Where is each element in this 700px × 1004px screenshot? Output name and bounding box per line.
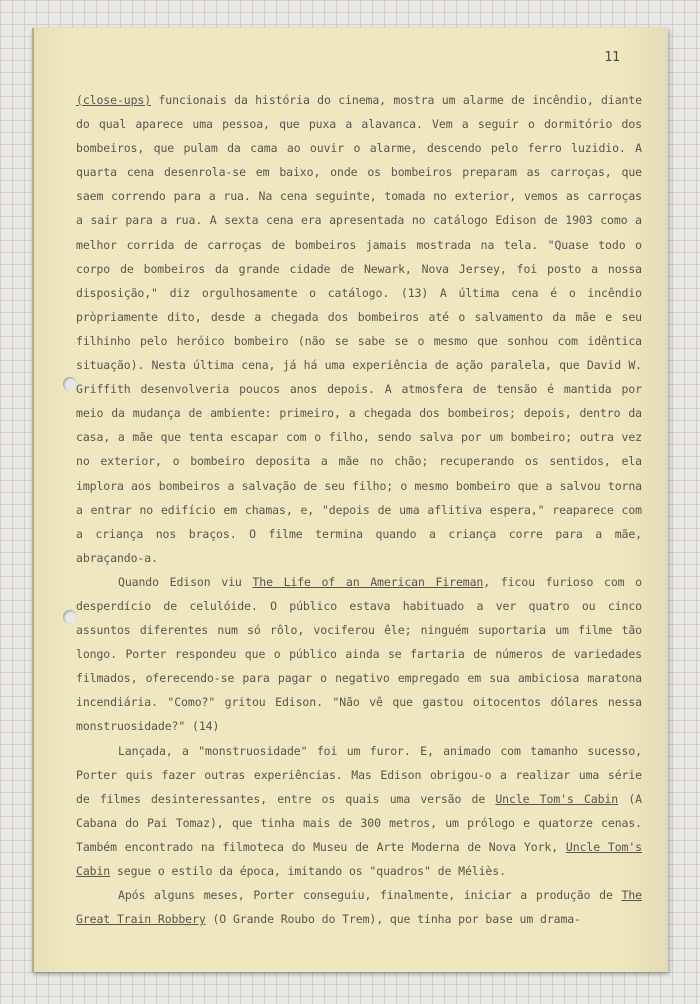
paragraph (76, 739, 642, 884)
typewritten-page (32, 28, 668, 972)
body-text (76, 88, 642, 931)
film-title: The Great Train Robbery (76, 888, 642, 927)
text-run: , ficou furioso com o desperdício de celulóide. O público estava habituado a ver quatro ou cinco assuntos diferentes num só rôlo, vociferou êle; ninguém suportaria um filme tão longo. Porter respondeu que o público ainda se fartaria de números de variedades filmados, oferecendo-se para pagar o negativo empregado em sua ambiciosa maratona incendiária. "Como?" gritou Edison. "Não vê que gastou oitocentos dólares nessa monstruosidade?" (14) (76, 574, 643, 734)
film-title: The Life of an American Fireman (252, 574, 484, 589)
punch-hole (63, 377, 77, 391)
text-run: Lançada, a "monstruosidade" foi um furor. E, animado com tamanho sucesso, Porter quis fazer outras experiências. Mas Edison obrigou-o a realizar uma série de filmes desinteressantes, entre os quais uma versão de (76, 743, 642, 806)
underlined-term: (close-ups) (76, 93, 152, 107)
punch-hole (63, 610, 77, 624)
film-title: Uncle Tom's Cabin (76, 839, 643, 878)
text-run: Após alguns meses, Porter conseguiu, finalmente, iniciar a produção de (118, 888, 622, 903)
film-title: Uncle Tom's Cabin (495, 791, 619, 806)
paragraph (76, 883, 642, 931)
text-run: segue o estilo da época, imitando os "quadros" de Méliès. (110, 864, 506, 878)
text-run: funcionais da história do cinema, mostra um alarme de incêndio, diante do qual aparece uma pessoa, que puxa a alavanca. Vem a seguir o dormitório dos bombeiros, que pulam da cama ao ouvir o alarme, descendo pelo ferro luzidio. A quarta cena desenrola-se em baixo, onde os bombeiros preparam as carroças, que saem correndo para a rua. Na cena seguinte, tomada no exterior, vemos as carroças a sair para a rua. A sexta cena era apresentada no catálogo Edison de 1903 como a melhor corrida de carroças de bombeiros jamais mostrada na tela. "Quase todo o corpo de bombeiros da grande cidade de Newark, Nova Jersey, foi posto a nossa disposição," diz orgulhosamente o catálogo. (13) A última cena é o incêndio pròpriamente dito, desde a chegada dos bombeiros até o salvamento da mãe e seu filhinho pelo heróico bombeiro (não se sabe se o mesmo que sonhou com idêntica situação). Nesta última cena, já há uma experiência de ação paralela, que David W. Griffith desenvolveria poucos anos depois. A atmosfera de tensão é mantida por meio da mudança de ambiente: primeiro, a chegada dos bombeiros; depois, dentro da casa, a mãe que tenta escapar com o filho, sendo salva por um bombeiro; outra vez no exterior, o bombeiro deposita a mãe no chão; recuperando os sentidos, ela implora aos bombeiros a salvação de seu filho; o mesmo bombeiro que a salvou torna a entrar no edifício em chamas, e, "depois de uma aflitiva espera," reaparece com a criança nos braços. O filme termina quando a criança corre para a mãe, abraçando-a. (76, 93, 642, 565)
paragraph (76, 570, 642, 739)
paragraph (76, 88, 642, 570)
text-run: (A Cabana do Pai Tomaz), que tinha mais de 300 metros, um prólogo e quatorze cenas. Também encontrado na filmoteca do Museu de Arte Moderna de Nova York, (76, 791, 642, 854)
text-run: Quando Edison viu (118, 574, 253, 589)
text-run: (O Grande Roubo do Trem), que tinha por base um drama- (205, 912, 581, 927)
page-number: 11 (604, 50, 620, 65)
